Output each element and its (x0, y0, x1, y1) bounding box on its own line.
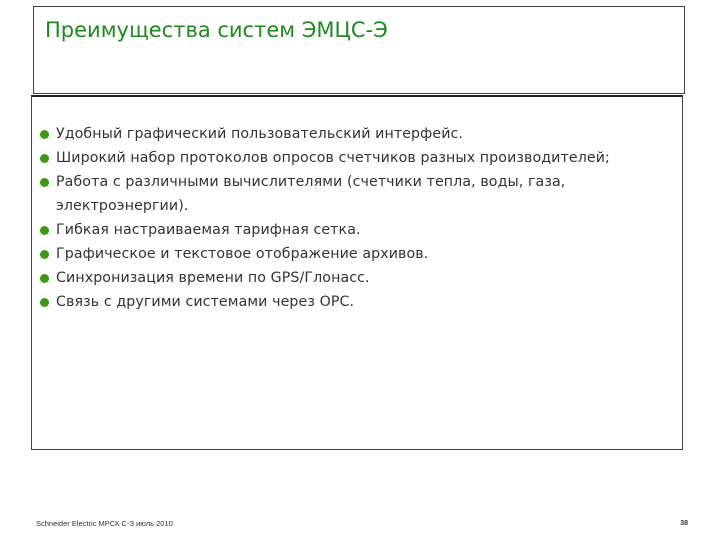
bullet-dot-icon (40, 178, 49, 187)
bullet-item (37, 146, 677, 170)
bullet-dot-icon (40, 250, 49, 259)
bullet-dot-icon (40, 154, 49, 163)
bullet-text: Гибкая настраиваемая тарифная сетка. (56, 222, 361, 238)
title-box (33, 6, 685, 94)
bullet-dot-icon (40, 298, 49, 307)
bullet-dot-icon (40, 226, 49, 235)
bullet-text: Графическое и текстовое отображение архивов. (56, 246, 429, 262)
bullet-text: Широкий набор протоколов опросов счетчиков разных производителей; (56, 150, 610, 166)
bullet-text: Синхронизация времени по GPS/Глонасс. (56, 270, 370, 286)
bullet-item (37, 170, 677, 218)
bullet-text: Работа с различными вычислителями (счетчики тепла, воды, газа, электроэнергии). (56, 174, 566, 214)
bullet-item (37, 290, 677, 314)
bullet-text: Связь с другими системами через OPC. (56, 294, 355, 310)
bullet-item (37, 122, 677, 146)
bullet-text: Удобный графический пользовательский интерфейс. (56, 126, 464, 142)
bullet-item (37, 242, 677, 266)
footer-text: Schneider Electric МРСК С-З июль 2010 (36, 519, 173, 528)
slide-title: Преимущества систем ЭМЦС-Э (45, 18, 388, 42)
bullet-item (37, 266, 677, 290)
bullet-list (37, 122, 677, 314)
content-box (31, 95, 683, 450)
bullet-dot-icon (40, 130, 49, 139)
page-number: 38 (680, 520, 688, 527)
bullet-item (37, 218, 677, 242)
bullet-dot-icon (40, 274, 49, 283)
